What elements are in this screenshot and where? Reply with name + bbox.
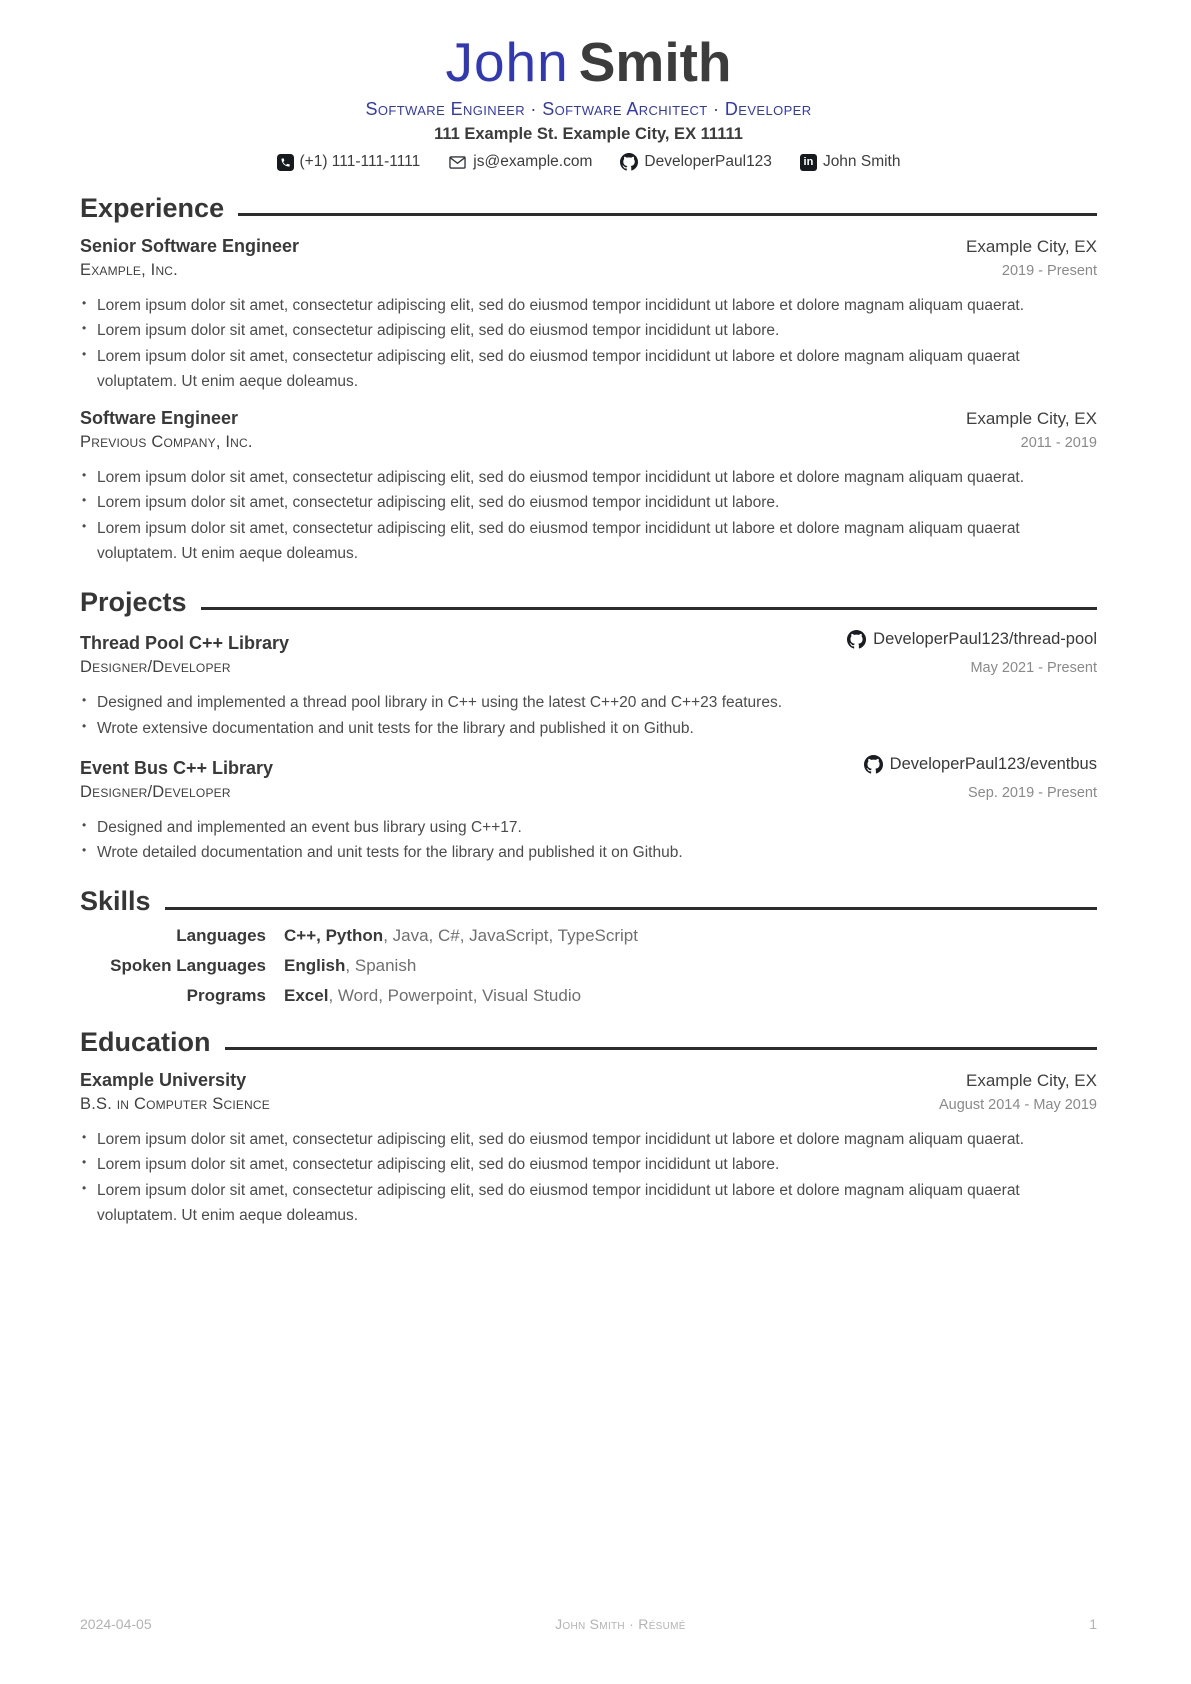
project-bullets [80, 690, 1097, 741]
job-bullets [80, 293, 1097, 394]
school-dates: August 2014 - May 2019 [939, 1097, 1097, 1114]
skills-row [80, 926, 1097, 946]
school-location: Example City, EX [965, 1071, 1097, 1091]
skill-values-rest: , Word, Powerpoint, Visual Studio [328, 985, 582, 1005]
bullet-item: • Lorem ipsum dolor sit amet, consectetur adipiscing elit, sed do eiusmod tempor incididunt ut labore et dolore magnam aliquam quaerat. [80, 293, 1097, 318]
skill-values [284, 986, 1097, 1006]
company-name: Previous Company, Inc. [80, 433, 253, 452]
bullet-item: • Designed and implemented a thread pool library in C++ using the latest C++20 and C++23 features. [80, 690, 1097, 715]
education-bullets [80, 1127, 1097, 1228]
skill-values [284, 926, 1097, 946]
bullet-item: • Lorem ipsum dolor sit amet, consectetur adipiscing elit, sed do eiusmod tempor incididunt ut labore et dolore magnam aliquam quaerat voluptatem. Ut enim aeque doleamus. [80, 344, 1097, 395]
section-rule [238, 213, 1097, 216]
bullet-item: • Lorem ipsum dolor sit amet, consectetur adipiscing elit, sed do eiusmod tempor incididunt ut labore. [80, 490, 1097, 515]
job-bullets [80, 465, 1097, 566]
full-name [80, 31, 1097, 93]
project-entry [80, 630, 1097, 741]
skill-values-strong: Excel [284, 985, 329, 1005]
header [80, 31, 1097, 172]
bullet-item: • Lorem ipsum dolor sit amet, consectetur adipiscing elit, sed do eiusmod tempor incididunt ut labore. [80, 1152, 1097, 1177]
bullet-item: • Designed and implemented an event bus library using C++17. [80, 815, 1097, 840]
phone-icon [277, 154, 294, 171]
job-dates: 2011 - 2019 [1020, 435, 1097, 452]
linkedin-name: John Smith [822, 153, 901, 171]
address-line: 111 Example St. Example City, EX 11111 [434, 124, 743, 143]
school-name: Example University [80, 1070, 247, 1091]
experience-section-heading [80, 194, 1097, 222]
section-title: Experience [80, 192, 225, 223]
skills-row [80, 956, 1097, 976]
job-dates: 2019 - Present [1001, 263, 1097, 280]
education-section-heading [80, 1028, 1097, 1056]
skill-category-label: Languages [176, 925, 266, 945]
bullet-item: • Lorem ipsum dolor sit amet, consectetur adipiscing elit, sed do eiusmod tempor incididunt ut labore et dolore magnam aliquam quaerat. [80, 1127, 1097, 1152]
section-rule [225, 1047, 1097, 1050]
job-title: Senior Software Engineer [80, 236, 300, 257]
repo-name: DeveloperPaul123/thread-pool [873, 630, 1097, 649]
skill-values-rest: , Java, C#, JavaScript, TypeScript [383, 925, 638, 945]
project-role: Designer/Developer [80, 782, 231, 801]
phone-link[interactable] [277, 153, 421, 171]
first-name: John [445, 31, 569, 93]
section-rule [165, 907, 1097, 910]
projects-section-heading [80, 588, 1097, 616]
skill-values-strong: C++, Python [284, 925, 384, 945]
project-title: Thread Pool C++ Library [80, 633, 290, 654]
project-dates: Sep. 2019 - Present [968, 784, 1097, 801]
page-footer [80, 1616, 1097, 1632]
job-location: Example City, EX [965, 409, 1097, 429]
github-profile-link[interactable] [620, 153, 772, 171]
last-name: Smith [578, 31, 732, 93]
footer-title: John Smith · Résumé [555, 1616, 686, 1632]
section-title: Skills [80, 886, 151, 917]
degree-name: B.S. in Computer Science [80, 1095, 270, 1114]
footer-page-number: 1 [1089, 1616, 1097, 1632]
job-location: Example City, EX [965, 237, 1097, 257]
github-icon [620, 153, 638, 171]
project-repo-link[interactable] [847, 630, 1097, 649]
mail-icon [448, 153, 467, 172]
skill-category-label: Programs [186, 985, 266, 1005]
linkedin-profile-link[interactable] [800, 153, 901, 171]
project-role: Designer/Developer [80, 658, 231, 677]
job-title: Software Engineer [80, 408, 239, 429]
bullet-item: • Lorem ipsum dolor sit amet, consectetur adipiscing elit, sed do eiusmod tempor incididunt ut labore et dolore magnam aliquam quaerat. [80, 465, 1097, 490]
github-icon [847, 630, 866, 649]
phone-text: (+1) 111-111-1111 [299, 153, 421, 171]
email-link[interactable] [448, 153, 592, 172]
project-title: Event Bus C++ Library [80, 757, 274, 778]
bullet-item: • Wrote detailed documentation and unit tests for the library and published it on Github. [80, 840, 1097, 865]
job-titles: Software Engineer · Software Architect · Developer [365, 98, 812, 119]
skills-table [80, 926, 1097, 1006]
section-rule [201, 607, 1097, 610]
email-text: js@example.com [473, 153, 593, 171]
section-title: Projects [80, 587, 187, 618]
project-bullets [80, 815, 1097, 866]
skills-section-heading [80, 887, 1097, 915]
education-entry [80, 1070, 1097, 1228]
experience-entry [80, 236, 1097, 394]
linkedin-icon [800, 154, 817, 171]
bullet-item: • Lorem ipsum dolor sit amet, consectetur adipiscing elit, sed do eiusmod tempor incididunt ut labore et dolore magnam aliquam quaerat voluptatem. Ut enim aeque doleamus. [80, 516, 1097, 567]
skill-values [284, 956, 1097, 976]
github-username: DeveloperPaul123 [644, 153, 772, 171]
experience-entry [80, 408, 1097, 566]
bullet-item: • Lorem ipsum dolor sit amet, consectetur adipiscing elit, sed do eiusmod tempor incididunt ut labore. [80, 318, 1097, 343]
skills-row [80, 986, 1097, 1006]
github-icon [864, 755, 883, 774]
contact-row [80, 153, 1097, 172]
repo-name: DeveloperPaul123/eventbus [889, 754, 1097, 773]
project-dates: May 2021 - Present [970, 660, 1097, 677]
project-entry [80, 755, 1097, 866]
skill-category-label: Spoken Languages [110, 955, 266, 975]
section-title: Education [80, 1026, 211, 1057]
skill-values-strong: English [284, 955, 346, 975]
company-name: Example, Inc. [80, 261, 178, 280]
footer-date: 2024-04-05 [80, 1616, 152, 1632]
bullet-item: • Wrote extensive documentation and unit tests for the library and published it on Github. [80, 716, 1097, 741]
bullet-item: • Lorem ipsum dolor sit amet, consectetur adipiscing elit, sed do eiusmod tempor incididunt ut labore et dolore magnam aliquam quaerat voluptatem. Ut enim aeque doleamus. [80, 1178, 1097, 1229]
skill-values-rest: , Spanish [345, 955, 417, 975]
project-repo-link[interactable] [864, 755, 1097, 774]
